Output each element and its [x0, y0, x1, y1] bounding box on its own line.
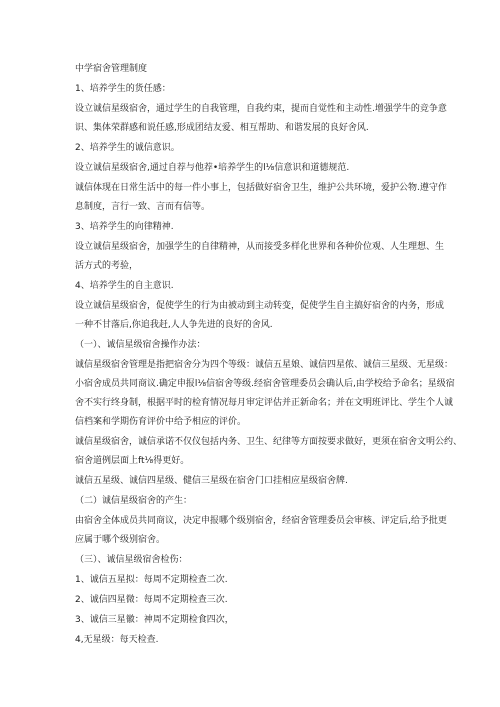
- document-line: 4、培养学生的自主意识.: [75, 281, 174, 291]
- document-line: 2、培养学生的诚信意识。: [75, 143, 180, 153]
- document-line: 诚信星级宿舍管理是指把宿舍分为四个等级：诚信五星娘、诚信四星侬、诚信三星级、无星级：: [75, 360, 454, 370]
- document-line: 1、培养学生的货任感：: [75, 84, 171, 94]
- document-line: 应属于哪个级别宿舍。: [75, 535, 166, 545]
- document-line: 诚信星级宿舍，诚信承诺不仅仪包括内务、卫生、纪律等方面按要求做好，更须在宿舍文明公约、: [75, 437, 463, 447]
- document-line: 诚信体现在日常生活中的每一件小事上，包括做好宿舍卫生，维护公共环境，爱护公物.遵守作: [75, 183, 447, 193]
- document-line: 小宿舍成员共同商议.确定申报l⅛信宿舍等级.经宿舍管理委员会确认后,由学校给予命名；星级宿: [75, 379, 455, 389]
- document-line: 宿舍道例层面上ft⅛得更好。: [75, 456, 190, 466]
- document-page: [75, 62, 463, 648]
- document-line: 3、培养学生的向律精神.: [75, 222, 174, 232]
- document-line: 信档案和学期伤育评价中给予相应的评价。: [75, 417, 247, 427]
- document-line: 舍不实行终身制，根据平时的检育情况每月审定评估并正新命名；并在文明班评比、学生个人诚: [75, 398, 454, 408]
- document-line: （三）、诚信星级宿舍检伤：: [75, 555, 188, 565]
- document-body: [75, 82, 463, 648]
- document-line: 3、诚信三星徽：神周不定期检食四次，: [75, 615, 234, 625]
- document-line: 一种不甘落后,你追我赶,人人争先进的良好的舍风.: [75, 320, 273, 330]
- document-line: 设立诚信星级宿舍,通过自荐与他荐•培养学生的l⅛信意识和道德规范.: [75, 163, 350, 173]
- document-line: 4,无星级：每天检查.: [75, 635, 159, 645]
- document-line: 设立诚信星级宿舍，加强学生的自律精神，从而接受多样化世界和各种价位观、人生理想、生: [75, 242, 445, 252]
- document-line: 设立诚信星级宿舍，促使学生的行为由被动到主动转变，促使学生自主搞好宿舍的内务，形成: [75, 301, 445, 311]
- document-line: 由宿舍全体成员共同商议，决定申报哪个级别宿舍，经宿舍管理委员会审核、评定后,给予批更: [75, 516, 447, 526]
- document-line: （二）诚信星级宿舍的产生：: [75, 496, 193, 506]
- document-line: （一）、诚信星级宿舍操作办法：: [75, 340, 206, 350]
- document-line: 设立诚信星级宿舍，通过学生的自我管理，自我约束，提而自觉性和主动性.增强学牛的竞争意: [75, 104, 447, 114]
- document-line: 活方式的考验，: [75, 261, 139, 271]
- document-line: 2、诚信四星微：每周不定期检查三次.: [75, 595, 228, 605]
- document-line: 1、诚信五星拟：每周不定期检查二次.: [75, 575, 228, 585]
- document-line: 识、集体荣群感和说任感,形成团结友爱、相互帮助、和谐发展的良好舍风.: [75, 123, 369, 133]
- document-line: 诚信五星级、诚信四星级、健信三星级在宿舍门口挂相应星级宿舍牌.: [75, 476, 348, 486]
- document-line: 息制度，言行一致、言而有信等。: [75, 202, 211, 212]
- document-title: 中学宿舍管理制度: [75, 64, 148, 74]
